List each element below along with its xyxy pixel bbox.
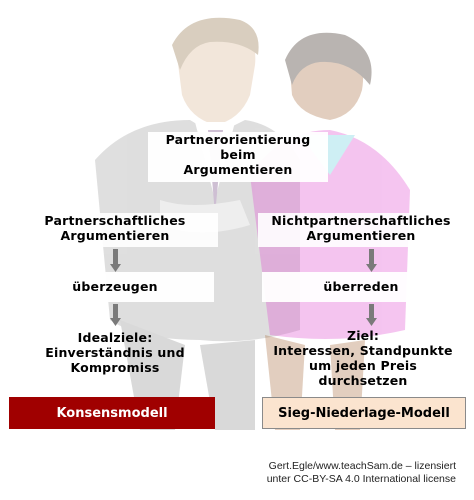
partnership-argument-line-1: Partnerschaftliches xyxy=(44,213,186,228)
ideal-goals-line-2: Einverständnis und xyxy=(45,345,185,360)
goal-line-1: Ziel: xyxy=(346,328,380,343)
license-credit-line-2: unter CC-BY-SA 4.0 International license xyxy=(266,473,456,485)
goal-text xyxy=(258,328,468,388)
right-arrow-1 xyxy=(366,249,377,272)
persuade-method-box xyxy=(262,272,460,302)
consensus-model-box xyxy=(9,397,215,429)
ideal-goals-line-1: Idealziele: xyxy=(77,330,153,345)
license-credit xyxy=(267,460,456,486)
ideal-goals-text xyxy=(10,330,220,375)
convince-method-label: überzeugen xyxy=(72,279,158,294)
non-partnership-argument-line-2: Argumentieren xyxy=(306,228,416,243)
partnership-argument-line-2: Argumentieren xyxy=(60,228,170,243)
win-lose-model-label: Sieg-Niederlage-Modell xyxy=(278,406,450,421)
left-arrow-1 xyxy=(110,249,121,272)
left-arrow-2 xyxy=(110,304,121,326)
convince-method-box xyxy=(16,272,214,302)
goal-line-4: durchsetzen xyxy=(318,373,408,388)
ideal-goals-line-3: Kompromiss xyxy=(70,360,160,375)
license-credit-line-1: Gert.Egle/www.teachSam.de – lizensiert xyxy=(268,460,456,472)
central-topic-line-1: Partnerorientierung xyxy=(165,132,311,147)
central-topic-line-3: Argumentieren xyxy=(183,162,293,177)
persuade-method-label: überreden xyxy=(323,279,399,294)
non-partnership-argument-line-1: Nichtpartnerschaftliches xyxy=(271,213,451,228)
right-arrow-2 xyxy=(366,304,377,326)
goal-line-2: Interessen, Standpunkte xyxy=(273,343,453,358)
goal-line-3: um jeden Preis xyxy=(308,358,418,373)
consensus-model-label: Konsensmodell xyxy=(56,406,168,421)
central-topic-line-2: beim xyxy=(220,147,256,162)
win-lose-model-box xyxy=(262,397,466,429)
